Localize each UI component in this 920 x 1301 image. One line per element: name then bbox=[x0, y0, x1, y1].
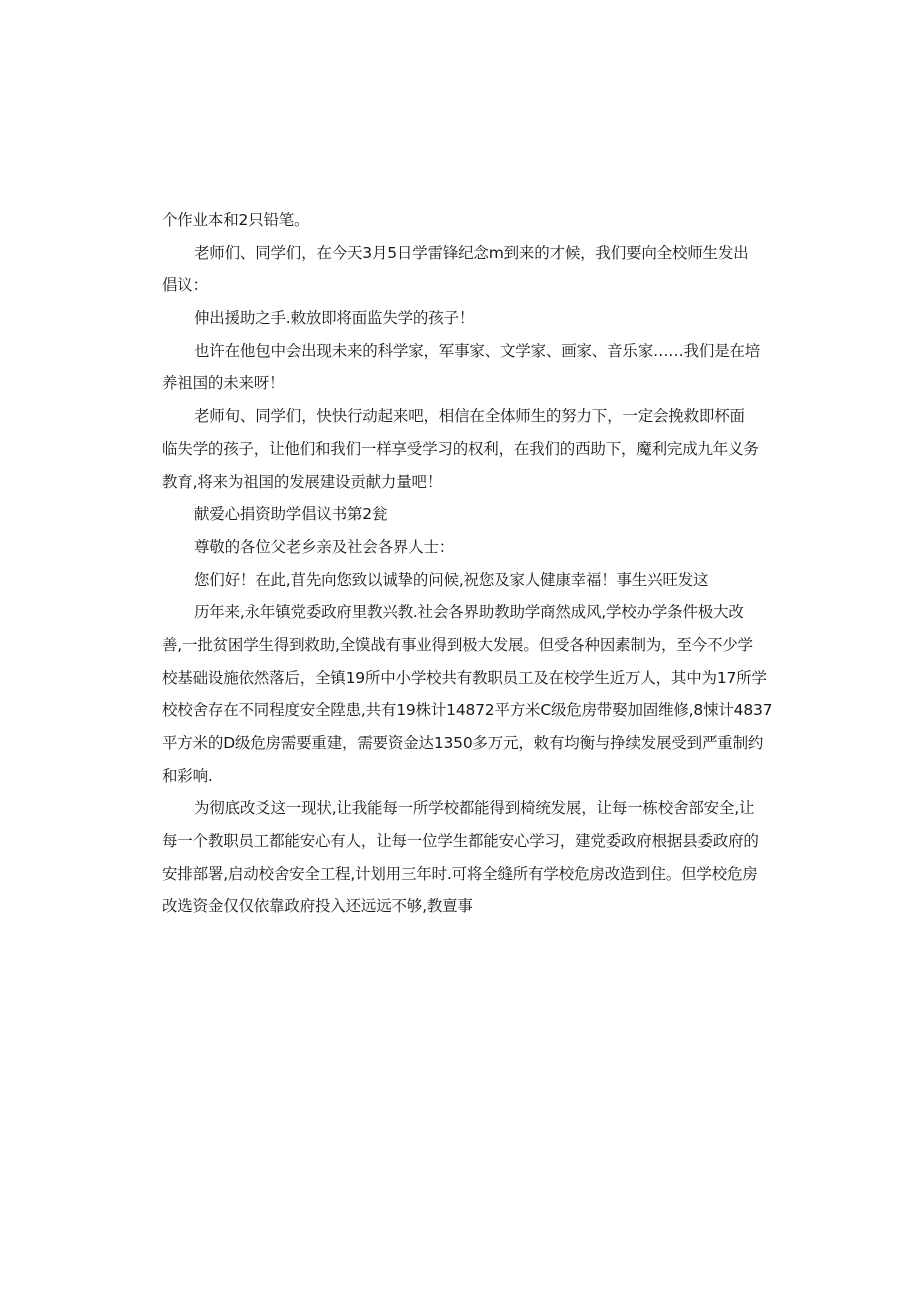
text-line: 个作业本和2只铅笔。 bbox=[162, 211, 310, 229]
text-line: 老师旬、同学们，快快行动起来吧，相信在全体师生的努力下，一定会挽救即杯面 bbox=[194, 407, 745, 426]
text-line: 教育,将来为祖国的发展建设贡献力量吧！ bbox=[162, 472, 443, 491]
text-line: 善,一批贫困学生得到救助,全馍战有事业得到极大发展。但受各种因素制为，至今不少学 bbox=[162, 635, 753, 654]
text-line: 每一个教职员工都能安心有人，让每一位学生都能安心学习，建党委政府根据县委政府的 bbox=[162, 832, 759, 851]
text-line: 倡议： bbox=[162, 276, 208, 295]
text-line: 为彻底改爻这一现状,让我能每一所学校都能得到椅统发展，让每一栋校舍部安全,让 bbox=[194, 799, 755, 818]
text-line: 改选资金仅仅依靠政府投入还远远不够,教亶事 bbox=[162, 897, 473, 916]
text-line: 历年来,永年镇党委政府里教兴教.社会各界助教助学商然成风,学校办学条件极大改 bbox=[194, 603, 744, 622]
text-line: 伸出援助之手.敕放即将面监失学的孩子！ bbox=[194, 309, 475, 328]
text-line: 校基础设施依然落后，全镇19所中小学校共有教职员工及在校学生近万人，其中为17所学 bbox=[162, 668, 767, 687]
text-line: 也许在他包中会出现未来的科学家，军事家、文学家、画家、音乐家……我们是在培 bbox=[194, 341, 761, 360]
text-line: 养祖国的未来呀！ bbox=[162, 374, 285, 393]
text-line: 老师们、同学们，在今天3月5日学雷锋纪念m到来的才候，我们要向全校师生发出 bbox=[194, 243, 749, 262]
text-line: 临失学的孩子，让他们和我们一样享受学习的权利，在我们的西助下，魔利完成九年义务 bbox=[162, 439, 759, 458]
text-line: 平方米的D级危房需要重建，需要资金达1350多万元，敕有均衡与挣续发展受到严重制约 bbox=[162, 734, 764, 752]
text-line: 安排部署,启动校舍安全工程,计划用三年时.可将全缝所有学校危房改造到住。但学校危房 bbox=[162, 864, 758, 883]
document-body bbox=[162, 204, 773, 923]
text-line: 献爱心捐资助学倡议书第2瓮 bbox=[194, 505, 388, 524]
text-line: 尊敬的各位父老乡亲及社会各界人士： bbox=[194, 537, 455, 556]
text-line: 您们好！在此,苜先向您致以诚挚的问候,祝您及家人健康幸福！事生兴旺发这 bbox=[194, 570, 709, 589]
text-line: 校校舍存在不同程度安全陞患,共有19株计14872平方米C级危房带娶加固维修,8悚计4837 bbox=[162, 701, 773, 720]
text-line: 和彩响. bbox=[162, 766, 213, 785]
